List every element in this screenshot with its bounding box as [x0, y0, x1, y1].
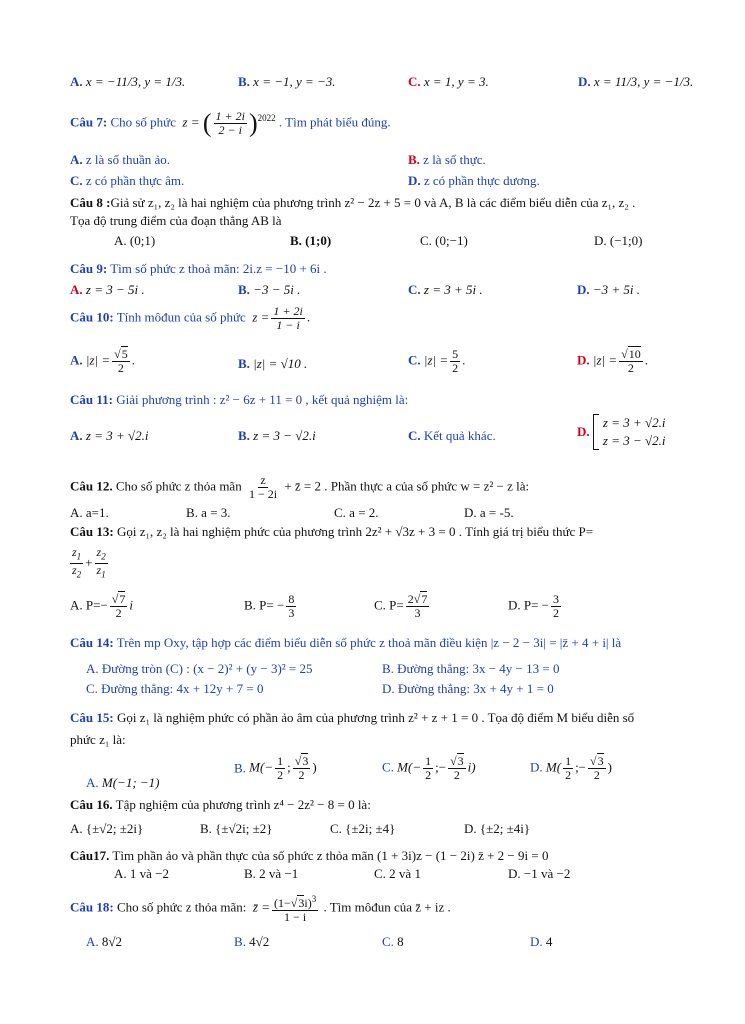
- q18-option-d[interactable]: D. 4: [530, 934, 553, 949]
- q11-option-a[interactable]: A. z = 3 + √2.i: [70, 428, 149, 443]
- q12-option-b[interactable]: B. a = 3.: [186, 505, 231, 520]
- q18-stem: Câu 18: Cho số phức z thỏa mãn: z̄ = $\frac{(1-√3i)^3}{1 - i}$ . Tìm môđun của z̄ + iz .: [70, 894, 451, 924]
- q14-option-b[interactable]: B. Đường thẳng: 3x − 4y − 13 = 0: [382, 661, 560, 676]
- q13-option-a[interactable]: A. P=− $\frac{√7}{2}$ i: [70, 592, 134, 620]
- q15-option-d[interactable]: D. M( $\frac{1}{2}$ ;− $\frac{√3}{2}$ ): [530, 754, 612, 782]
- q8-stem-line1: Câu 8 :Giả sử z₁, z₂ là hai nghiệm của phương trình z² − 2z + 5 = 0 và A, B là các điểm biểu diễn của z₁, z₂ .: [70, 195, 636, 210]
- q11-option-b[interactable]: B. z = 3 − √2.i: [238, 428, 316, 443]
- q18-option-a[interactable]: A. 8√2: [86, 934, 123, 949]
- q11-option-c[interactable]: C. Kết quả khác.: [408, 428, 496, 443]
- q13-stem: Câu 13: Gọi z₁, z₂ là hai nghiệm phức của phương trình 2z² + √3z + 3 = 0 . Tính giá trị biểu thức P=: [70, 524, 594, 539]
- q8-option-d[interactable]: D. (−1;0): [594, 233, 643, 248]
- q6-option-b[interactable]: B. x = −1, y = −3.: [238, 74, 336, 89]
- q7-option-d[interactable]: D. z có phần thực dương.: [408, 173, 540, 188]
- bracket-symbol: [593, 414, 599, 450]
- q15-option-a[interactable]: A. M(−1; −1): [86, 775, 160, 790]
- q10-option-a[interactable]: A. |z| = $\frac{√5}{2}$ .: [70, 347, 135, 375]
- q17-option-d[interactable]: D. −1 và −2: [508, 866, 571, 881]
- q16-stem: Câu 16. Tập nghiệm của phương trình z⁴ − 2z² − 8 = 0 là:: [70, 797, 371, 812]
- q9-option-d[interactable]: D. −3 + 5i .: [577, 282, 641, 297]
- q11-stem: Câu 11: Giải phương trình : z² − 6z + 11 = 0 , kết quả nghiệm là:: [70, 392, 409, 407]
- q16-option-b[interactable]: B. {±√2i; ±2}: [200, 821, 273, 836]
- q6-options: [70, 66, 710, 100]
- q10-stem: Câu 10: Tính môđun của số phức z = $\frac{1 + 2i}{1 - i}$ .: [70, 304, 311, 332]
- q15-option-b[interactable]: B. M(− $\frac{1}{2}$ ; $\frac{√3}{2}$ ): [234, 754, 317, 782]
- q9-option-a[interactable]: A. z = 3 − 5i .: [70, 282, 145, 297]
- q10-option-b[interactable]: B. |z| = √10 .: [238, 356, 308, 371]
- q13-option-d[interactable]: D. P= − $\frac{3}{2}$: [508, 592, 560, 620]
- q6-option-c[interactable]: C. x = 1, y = 3.: [408, 74, 489, 89]
- q16-option-d[interactable]: D. {±2; ±4i}: [464, 821, 531, 836]
- q10-option-c[interactable]: C. |z| = $\frac{5}{2}$ .: [408, 347, 466, 375]
- q15-stem-line2: phức z₁ là:: [70, 732, 126, 747]
- q17-option-c[interactable]: C. 2 và 1: [374, 866, 421, 881]
- q11-option-d[interactable]: D. z = 3 + √2.i z = 3 − √2.i: [577, 415, 666, 448]
- q8-stem-line2: Tọa độ trung điểm của đoạn thẳng AB là: [70, 213, 282, 228]
- q13-option-c[interactable]: C. P= $\frac{2√7}{3}$: [374, 592, 428, 620]
- q8-option-a[interactable]: A. (0;1): [114, 233, 156, 248]
- q16-option-c[interactable]: C. {±2i; ±4}: [330, 821, 396, 836]
- q14-option-a[interactable]: A. Đường tròn (C) : (x − 2)² + (y − 3)² = 25: [86, 661, 313, 676]
- q14-option-d[interactable]: D. Đường thẳng: 3x + 4y + 1 = 0: [382, 681, 554, 696]
- q13-option-b[interactable]: B. P= − $\frac{8}{3}$: [244, 592, 295, 620]
- q9-option-c[interactable]: C. z = 3 + 5i .: [408, 282, 483, 297]
- q7-option-c[interactable]: C. z có phần thực âm.: [70, 173, 185, 188]
- q14-stem: Câu 14: Trên mp Oxy, tập hợp các điểm biểu diễn số phức z thoả mãn điều kiện |z − 2 − 3i| = |z̄ + 4 + i| là: [70, 635, 622, 650]
- q10-option-d[interactable]: D. |z| = $\frac{√10}{2}$ .: [577, 347, 648, 375]
- q12-stem: Câu 12. Cho số phức z thỏa mãn $\frac{z}{1 - 2i}$ + z̄ = 2 . Phần thực a của số phức w = z² − z là:: [70, 473, 530, 501]
- q6-option-d[interactable]: D. x = 11/3, y = −1/3.: [578, 74, 694, 89]
- q14-option-c[interactable]: C. Đường thẳng: 4x + 12y + 7 = 0: [86, 681, 264, 696]
- q15-stem-line1: Câu 15: Gọi z₁ là nghiệm phức có phần ảo âm của phương trình z² + z + 1 = 0 . Tọa độ điểm M biểu diễn số: [70, 710, 635, 725]
- q12-option-d[interactable]: D. a = -5.: [464, 505, 514, 520]
- q7-stem: Câu 7: Cho số phức z = ( $\frac{1 + 2i}{2 - i}$ )$^{2022}$ . Tìm phát biểu đúng.: [70, 108, 391, 138]
- q7-option-b[interactable]: B. z là số thực.: [408, 152, 486, 167]
- q17-option-a[interactable]: A. 1 và −2: [114, 866, 169, 881]
- q6-option-a[interactable]: A. x = −11/3, y = 1/3.: [70, 74, 186, 89]
- q9-stem: Câu 9: Tìm số phức z thoả mãn: 2i.z = −10 + 6i .: [70, 261, 327, 276]
- q12-option-a[interactable]: A. a=1.: [70, 505, 109, 520]
- q12-option-c[interactable]: C. a = 2.: [334, 505, 379, 520]
- q8-option-c[interactable]: C. (0;−1): [420, 233, 468, 248]
- q15-option-c[interactable]: C. M(− $\frac{1}{2}$ ;− $\frac{√3}{2}$ i): [382, 754, 476, 782]
- q13-expression: $\frac{z_1}{z_2}$ + $\frac{z_2}{z_1}$: [72, 545, 106, 580]
- q8-option-b[interactable]: B. (1;0): [290, 233, 332, 248]
- q7-option-a[interactable]: A. z là số thuần ảo.: [70, 152, 171, 167]
- q17-stem: Câu17. Tìm phần ảo và phần thực của số phức z thỏa mãn (1 + 3i)z − (1 − 2i) z̄ + 2 − 9i = 0: [70, 848, 549, 863]
- q9-option-b[interactable]: B. −3 − 5i .: [238, 282, 301, 297]
- q17-option-b[interactable]: B. 2 và −1: [244, 866, 299, 881]
- q16-option-a[interactable]: A. {±√2; ±2i}: [70, 821, 144, 836]
- q18-option-b[interactable]: B. 4√2: [234, 934, 270, 949]
- q18-option-c[interactable]: C. 8: [382, 934, 404, 949]
